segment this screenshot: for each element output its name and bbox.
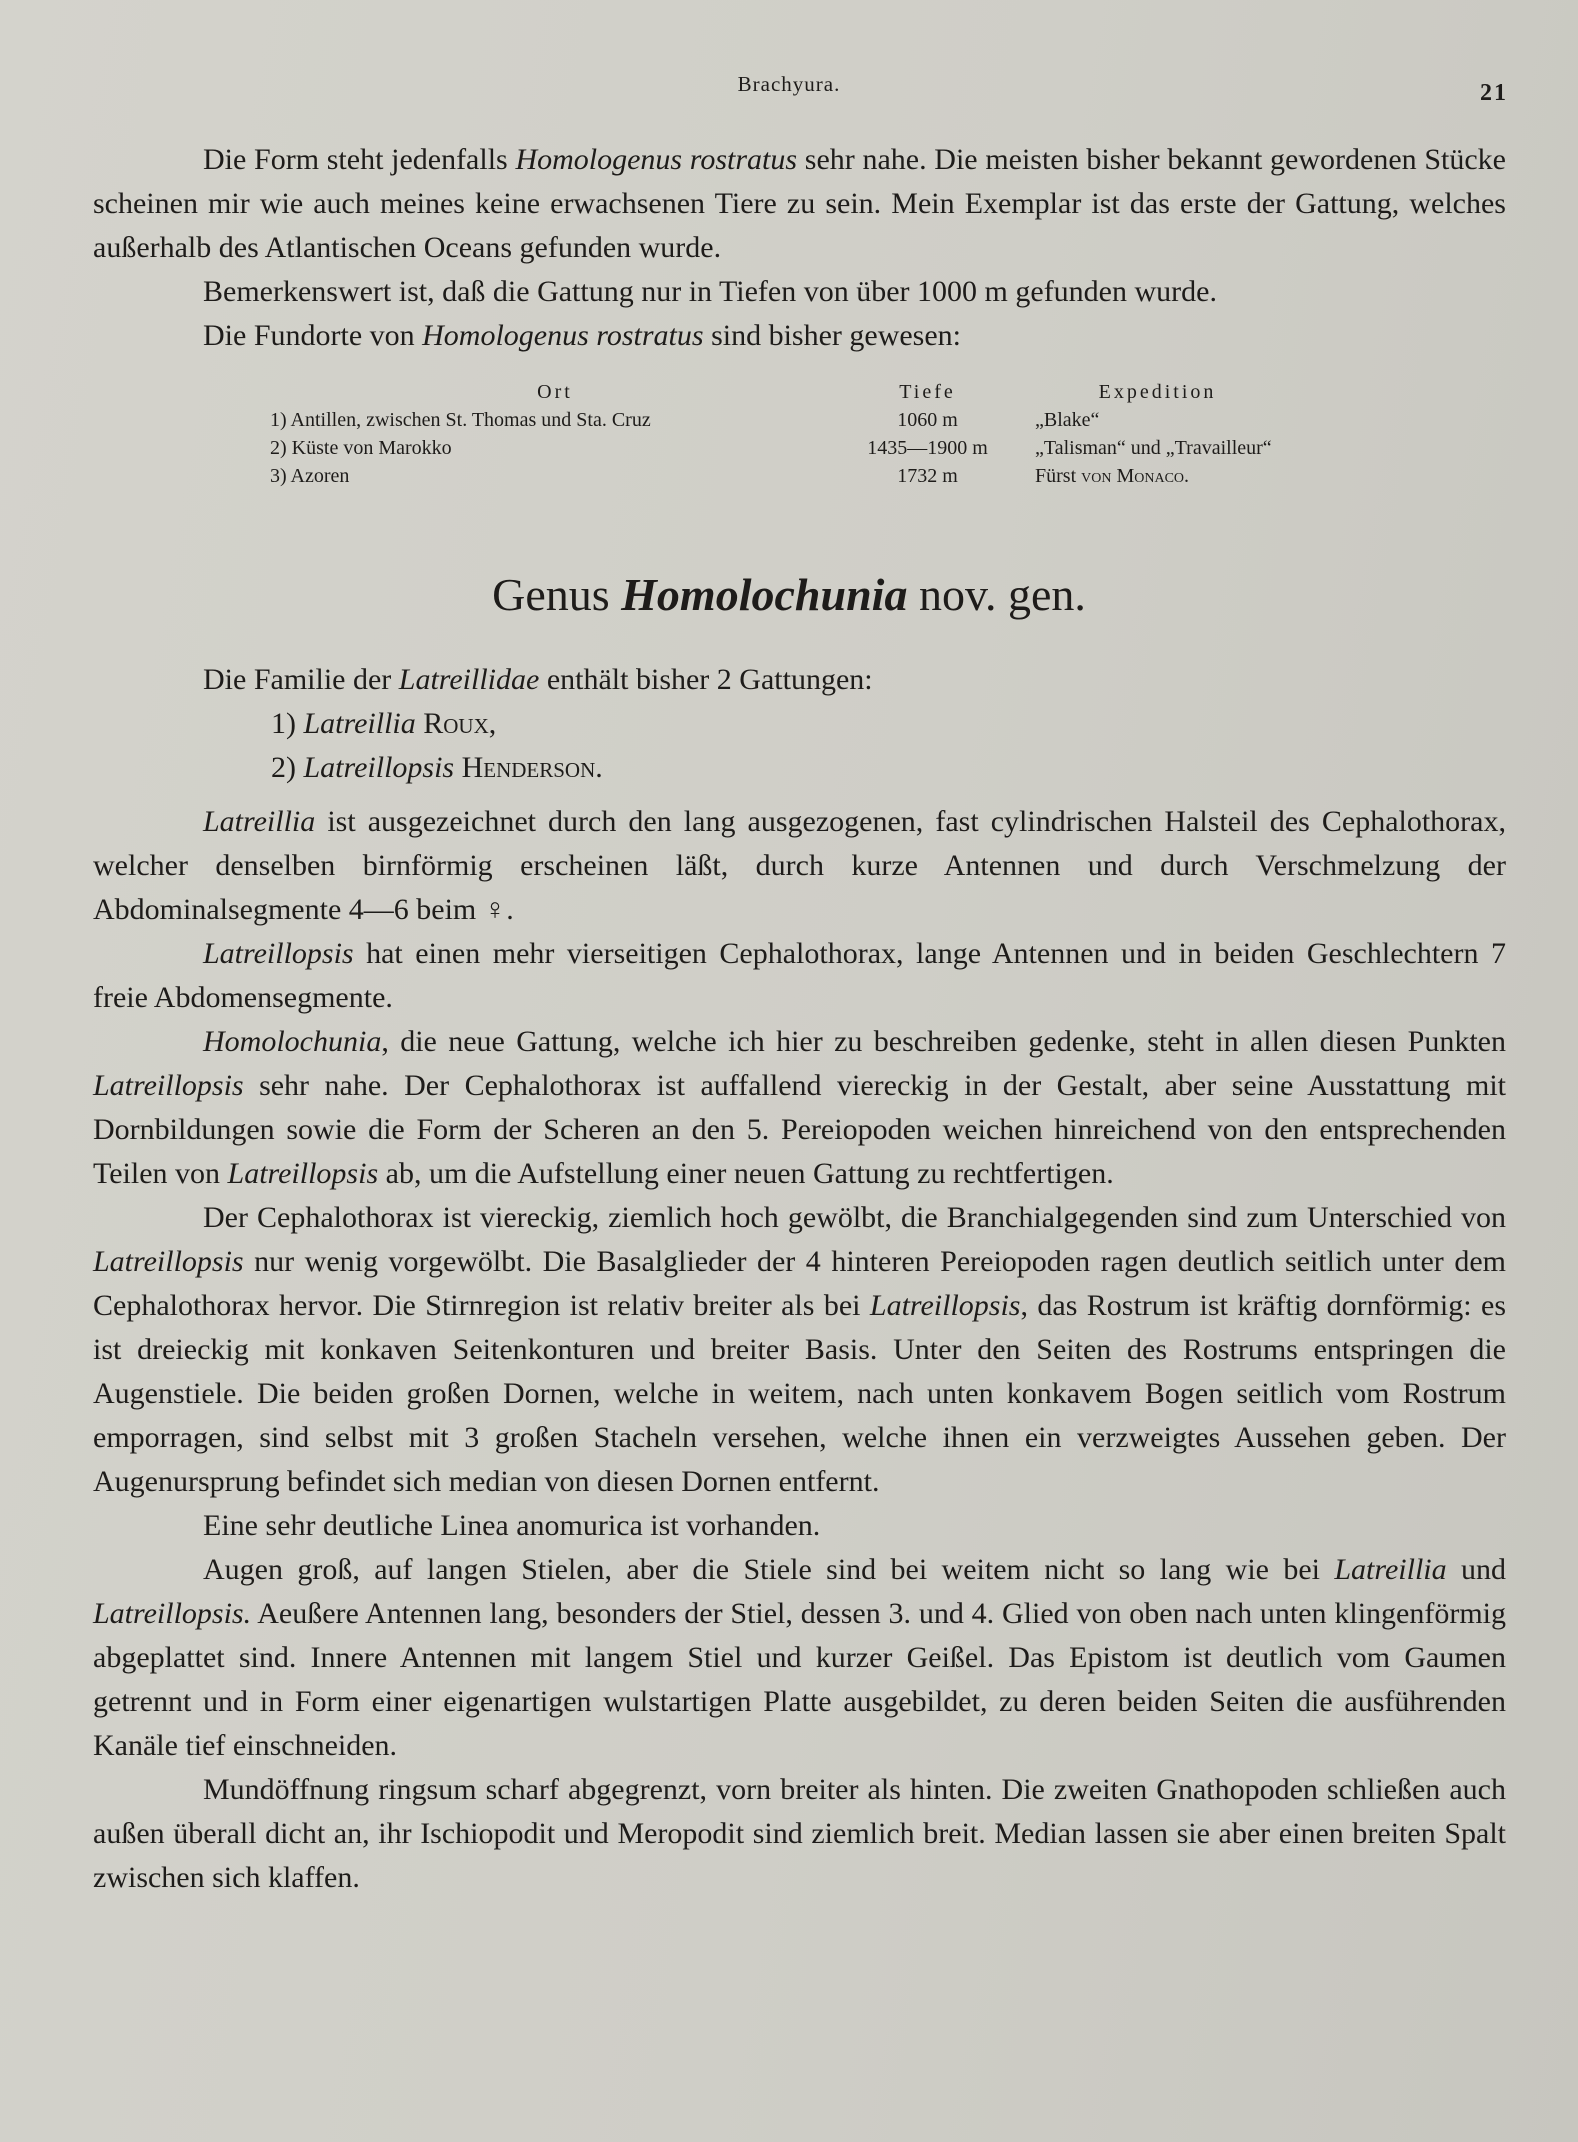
cell-tiefe: 1732 m	[897, 465, 958, 487]
species-name: Homologenus rostratus	[515, 143, 798, 176]
section-heading: Genus Homolochunia nov. gen.	[492, 569, 1086, 620]
cell-ort: 1) Antillen, zwischen St. Thomas und Sta. Cruz	[270, 409, 651, 431]
table-header-row	[270, 378, 1280, 406]
family-paragraph: Die Familie der Latreillidae enthält bisher 2 Gattungen:	[203, 663, 873, 696]
description-paragraph-7: Mundöffnung ringsum scharf abgegrenzt, vorn breiter als hinten. Die zweiten Gnathopoden schließen auch außen überall dicht an, ihr Ischiopodit und Meropodit sind ziemlich breit. Median lassen sie aber einen breiten Spalt zwischen sich klaffen.	[93, 1773, 1506, 1894]
intro-paragraph-1: Die Form steht jedenfalls Homologenus rostratus sehr nahe. Die meisten bisher bekannt gewordenen Stücke scheinen mir wie auch meines keine erwachsenen Tiere zu sein. Mein Exemplar ist das erste der Gattung, welches außerhalb des Atlantischen Oceans gefunden wurde.	[93, 143, 1506, 264]
cell-ort: 2) Küste von Marokko	[270, 437, 452, 459]
table-row	[270, 462, 1280, 490]
table-row	[270, 434, 1280, 462]
description-text	[93, 800, 1506, 1900]
description-paragraph-3: Homolochunia, die neue Gattung, welche ich hier zu beschreiben gedenke, steht in allen diesen Punkten Latreillopsis sehr nahe. Der Cephalothorax ist auffallend viereckig in der Gestalt, aber seine Ausstattung mit Dornbildungen sowie die Form der Scheren an den 5. Pereiopoden weichen hinreichend von den entsprechenden Teilen von Latreillopsis ab, um die Aufstellung einer neuen Gattung zu rechtfertigen.	[93, 1025, 1506, 1190]
intro-text	[93, 138, 1506, 358]
page-number: 21	[1480, 80, 1508, 106]
cell-ort: 3) Azoren	[270, 465, 350, 487]
intro-paragraph-2: Bemerkenswert ist, daß die Gattung nur in Tiefen von über 1000 m gefunden wurde.	[203, 275, 1217, 308]
family-name: Latreillidae	[398, 663, 540, 696]
species-name: Homologenus rostratus	[422, 319, 704, 352]
list-item: 2) Latreillopsis Henderson.	[271, 751, 603, 784]
genera-list	[93, 702, 1506, 790]
description-paragraph-4: Der Cephalothorax ist viereckig, ziemlich hoch gewölbt, die Branchialgegenden sind zum Unterschied von Latreillopsis nur wenig vorgewölbt. Die Basalglieder der 4 hinteren Pereiopoden ragen deutlich seitlich unter dem Cephalothorax hervor. Die Stirnregion ist relativ breiter als bei Latreillopsis, das Rostrum ist kräftig dornförmig: es ist dreieckig mit konkaven Seitenkonturen und breiter Basis. Unter den Seiten des Rostrums entspringen die Augenstiele. Die beiden großen Dornen, welche in weitem, nach unten konkavem Bogen seitlich vom Rostrum emporragen, sind selbst mit 3 großen Stacheln versehen, welche ihnen ein verzweigtes Aussehen geben. Der Augenursprung befindet sich median von diesen Dornen entfernt.	[93, 1201, 1506, 1498]
list-item: 1) Latreillia Roux,	[271, 707, 497, 740]
locality-table	[270, 378, 1280, 490]
description-paragraph-1: Latreillia ist ausgezeichnet durch den lang ausgezogenen, fast cylindrischen Halsteil des Cephalothorax, welcher denselben birnförmig erscheinen läßt, durch kurze Antennen und durch Verschmelzung der Abdominalsegmente 4—6 beim ♀.	[93, 805, 1506, 926]
running-head: Brachyura.	[737, 72, 841, 96]
cell-expedition: „Talisman“ und „Travailleur“	[1035, 437, 1272, 459]
column-header-ort: Ort	[537, 381, 573, 403]
table-row	[270, 406, 1280, 434]
cell-tiefe: 1060 m	[897, 409, 958, 431]
description-paragraph-5: Eine sehr deutliche Linea anomurica ist vorhanden.	[203, 1509, 821, 1542]
cell-tiefe: 1435—1900 m	[867, 437, 988, 459]
description-paragraph-2: Latreillopsis hat einen mehr vierseitigen Cephalothorax, lange Antennen und in beiden Geschlechtern 7 freie Abdomensegmente.	[93, 937, 1506, 1014]
genus-name: Homolochunia	[621, 569, 908, 620]
cell-expedition: „Blake“	[1035, 409, 1100, 431]
column-header-expedition: Expedition	[1098, 381, 1217, 403]
family-intro	[93, 658, 1506, 790]
cell-expedition: Fürst von Monaco.	[1035, 465, 1190, 487]
description-paragraph-6: Augen groß, auf langen Stielen, aber die Stiele sind bei weitem nicht so lang wie bei Latreillia und Latreillopsis. Aeußere Antennen lang, besonders der Stiel, dessen 3. und 4. Glied von oben nach unten klingenförmig abgeplattet sind. Innere Antennen mit langem Stiel und kurzer Geißel. Das Epistom ist deutlich vom Gaumen getrennt und in Form einer eigenartigen wulstartigen Platte ausgebildet, zu deren beiden Seiten die ausführenden Kanäle tief einschneiden.	[93, 1553, 1506, 1762]
intro-paragraph-3: Die Fundorte von Homologenus rostratus sind bisher gewesen:	[203, 319, 962, 352]
column-header-tiefe: Tiefe	[899, 381, 956, 403]
